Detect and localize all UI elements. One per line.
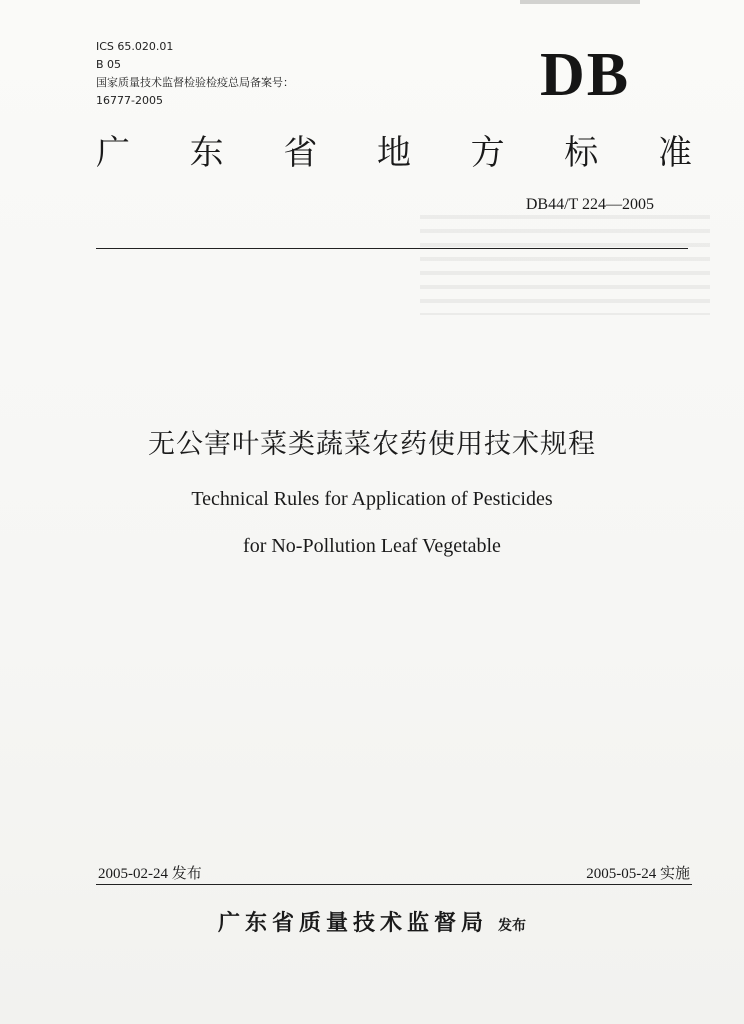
standard-type-char: 标	[564, 133, 599, 173]
standard-type-heading	[96, 128, 692, 178]
issuer-line	[0, 906, 744, 937]
scan-artifact	[520, 0, 640, 4]
standard-type-char: 方	[470, 133, 505, 173]
standard-type-char: 省	[283, 133, 318, 173]
registration-number: 16777-2005	[96, 94, 163, 107]
footer-divider	[96, 884, 692, 885]
english-title-line1: Technical Rules for Application of Pesticides	[191, 488, 553, 510]
chinese-title: 无公害叶菜类蔬菜农药使用技术规程	[148, 429, 596, 460]
ccs-code: B 05	[96, 58, 122, 71]
issue-date: 2005-02-24 发布	[98, 866, 202, 882]
standard-type-char: 准	[657, 133, 692, 173]
implementation-date: 2005-05-24 实施	[586, 866, 690, 882]
standard-type-char: 地	[376, 133, 411, 173]
english-title-line2: for No-Pollution Leaf Vegetable	[243, 535, 501, 557]
issuer-suffix: 发布	[498, 918, 526, 934]
registration-label: 国家质量技术监督检验检疫总局备案号：	[96, 76, 294, 89]
classification-block	[96, 38, 294, 110]
standard-type-char: 东	[189, 133, 224, 173]
standard-type-char: 广	[96, 133, 130, 173]
show-through-text	[420, 215, 710, 315]
header-divider	[96, 248, 688, 249]
ics-code: ICS 65.020.01	[96, 40, 174, 53]
standard-number: DB44/T 224—2005	[525, 196, 654, 213]
db-logo: DB	[540, 41, 631, 109]
issuer-name: 广东省质量技术监督局	[217, 911, 488, 936]
